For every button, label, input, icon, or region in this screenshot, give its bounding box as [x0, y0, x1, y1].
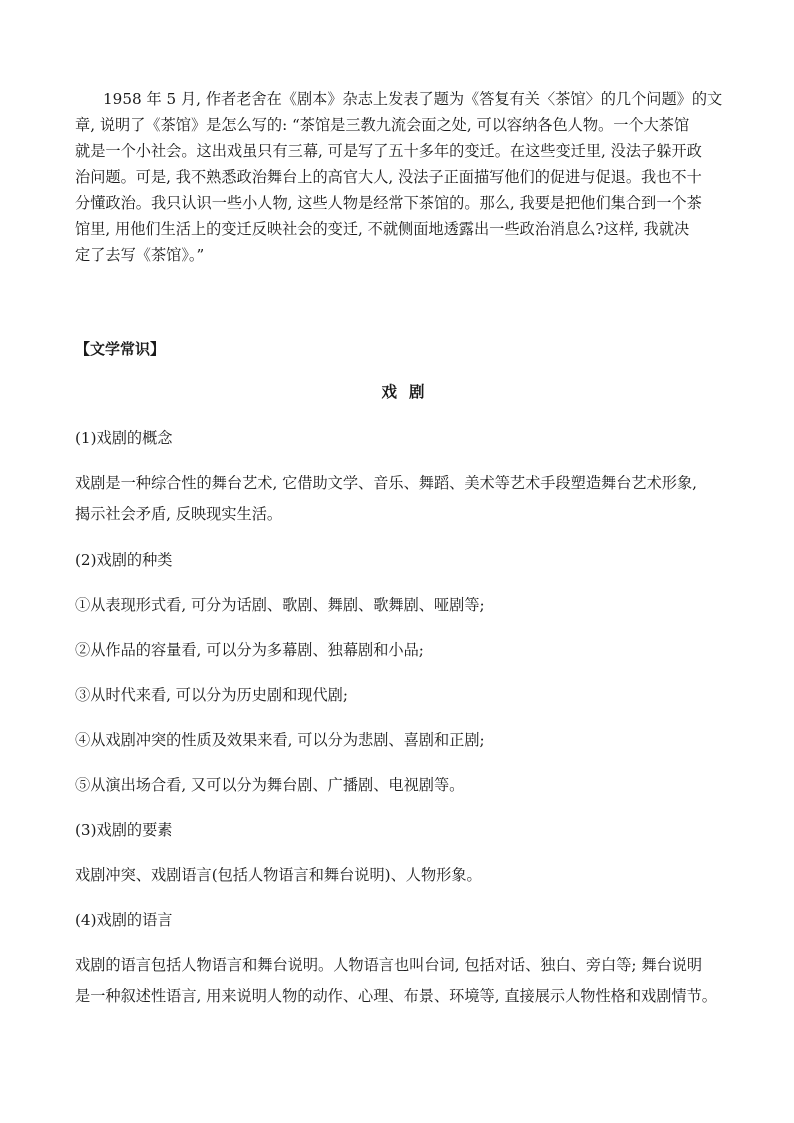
types-item: ①从表现形式看, 可分为话剧、歌剧、舞剧、歌舞剧、哑剧等;: [75, 596, 485, 614]
elements-text: 戏剧冲突、戏剧语言(包括人物语言和舞台说明)、人物形象。: [75, 866, 482, 884]
elements-heading: (3)戏剧的要素: [75, 821, 173, 839]
intro-line: 1958 年 5 月, 作者老舍在《剧本》杂志上发表了题为《答复有关〈茶馆〉的几个问题》的文: [103, 90, 723, 108]
concept-heading: (1)戏剧的概念: [75, 429, 173, 447]
language-heading: (4)戏剧的语言: [75, 911, 173, 929]
intro-line: 章, 说明了《茶馆》是怎么写的: “茶馆是三教九流会面之处, 可以容纳各色人物。一个大茶馆: [75, 116, 690, 134]
types-item: ④从戏剧冲突的性质及效果来看, 可以分为悲剧、喜剧和正剧;: [75, 731, 485, 749]
types-item: ⑤从演出场合看, 又可以分为舞台剧、广播剧、电视剧等。: [75, 776, 465, 794]
intro-line: 分懂政治。我只认识一些小人物, 这些人物是经常下茶馆的。那么, 我要是把他们集合到一个茶: [75, 194, 702, 212]
types-heading: (2)戏剧的种类: [75, 551, 173, 569]
intro-line: 馆里, 用他们生活上的变迁反映社会的变迁, 不就侧面地透露出一些政治消息么?这样, 我就决: [75, 220, 690, 238]
intro-line: 就是一个小社会。这出戏虽只有三幕, 可是写了五十多年的变迁。在这些变迁里, 没法子躲开政: [75, 142, 702, 160]
page-title: 戏剧: [381, 382, 437, 401]
concept-line: 戏剧是一种综合性的舞台艺术, 它借助文学、音乐、舞蹈、美术等艺术手段塑造舞台艺术形象,: [75, 474, 697, 492]
types-item: ②从作品的容量看, 可以分为多幕剧、独幕剧和小品;: [75, 641, 424, 659]
intro-paragraph: [75, 86, 730, 298]
language-line: 是一种叙述性语言, 用来说明人物的动作、心理、布景、环境等, 直接展示人物性格和戏剧情节。: [75, 987, 717, 1005]
section-heading: 【文学常识】: [75, 340, 166, 358]
types-item: ③从时代来看, 可以分为历史剧和现代剧;: [75, 686, 348, 704]
concept-line: 揭示社会矛盾, 反映现实生活。: [75, 505, 283, 523]
intro-line: 定了去写《茶馆》。”: [75, 246, 205, 264]
language-line: 戏剧的语言包括人物语言和舞台说明。人物语言也叫台词, 包括对话、独白、旁白等; 舞台说明: [75, 956, 703, 974]
intro-line: 治问题。可是, 我不熟悉政治舞台上的高官大人, 没法子正面描写他们的促进与促退。我也不十: [75, 168, 702, 186]
